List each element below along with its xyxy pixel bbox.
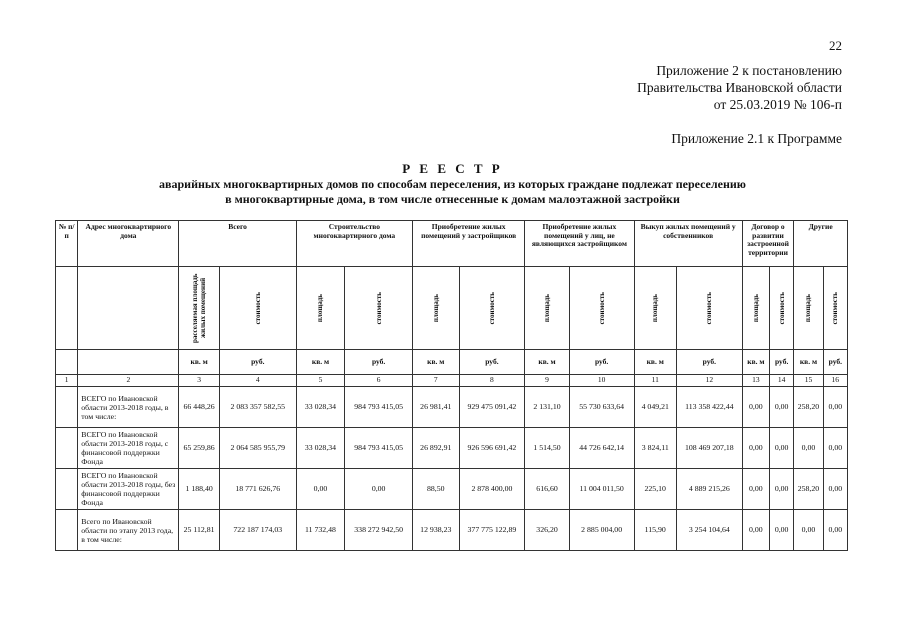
subheader-cell <box>179 267 219 350</box>
column-number: 5 <box>296 375 345 387</box>
value-cell: 88,50 <box>413 469 460 510</box>
unit-cell: кв. м <box>634 350 676 375</box>
value-cell: 984 793 415,05 <box>345 387 413 428</box>
row-number-cell <box>56 510 78 551</box>
subheader-label: стоимость <box>597 291 606 325</box>
value-cell: 44 726 642,14 <box>569 428 634 469</box>
subheader-cell <box>823 267 847 350</box>
table-row <box>56 428 848 469</box>
header-address: Адрес многоквартирного дома <box>78 221 179 267</box>
value-cell: 2 083 357 582,55 <box>219 387 296 428</box>
value-cell: 0,00 <box>770 510 794 551</box>
value-cell: 0,00 <box>742 469 769 510</box>
value-cell: 0,00 <box>794 428 823 469</box>
appendix-line-3: от 25.03.2019 № 106-п <box>713 97 842 112</box>
value-cell: 2 064 585 955,79 <box>219 428 296 469</box>
subheader-cell <box>219 267 296 350</box>
unit-cell: кв. м <box>179 350 219 375</box>
value-cell: 225,10 <box>634 469 676 510</box>
unit-cell: руб. <box>676 350 742 375</box>
value-cell: 0,00 <box>823 510 847 551</box>
column-number: 7 <box>413 375 460 387</box>
unit-cell: кв. м <box>413 350 460 375</box>
column-numbers-row <box>56 375 848 387</box>
subheader-label: стоимость <box>831 291 840 325</box>
value-cell: 0,00 <box>770 428 794 469</box>
program-appendix: Приложение 2.1 к Программе <box>671 131 842 146</box>
page-number: 22 <box>829 38 842 53</box>
unit-blank <box>78 350 179 375</box>
value-cell: 108 469 207,18 <box>676 428 742 469</box>
row-label: ВСЕГО по Ивановской области 2013-2018 годы, без финансовой поддержки Фонда <box>78 469 179 510</box>
subheader-cell <box>770 267 794 350</box>
unit-cell: кв. м <box>742 350 769 375</box>
subheader-label: площадь <box>543 293 552 323</box>
column-number: 15 <box>794 375 823 387</box>
value-cell: 2 885 004,00 <box>569 510 634 551</box>
value-cell: 115,90 <box>634 510 676 551</box>
value-cell: 11 004 011,50 <box>569 469 634 510</box>
unit-cell: руб. <box>345 350 413 375</box>
header-group-buyout: Выкуп жилых помещений у собственников <box>634 221 742 267</box>
row-label: ВСЕГО по Ивановской области 2013-2018 годы, в том числе: <box>78 387 179 428</box>
value-cell: 0,00 <box>770 469 794 510</box>
value-cell: 18 771 626,76 <box>219 469 296 510</box>
column-number: 8 <box>459 375 525 387</box>
value-cell: 616,60 <box>525 469 570 510</box>
value-cell: 0,00 <box>823 428 847 469</box>
table-row <box>56 510 848 551</box>
units-row <box>56 350 848 375</box>
appendix-block <box>637 62 842 113</box>
value-cell: 26 892,91 <box>413 428 460 469</box>
value-cell: 1 188,40 <box>179 469 219 510</box>
header-group-development-contract: Договор о развитии застроенной территории <box>742 221 794 267</box>
column-number: 14 <box>770 375 794 387</box>
value-cell: 26 981,41 <box>413 387 460 428</box>
value-cell: 0,00 <box>770 387 794 428</box>
row-label: ВСЕГО по Ивановской области 2013-2018 годы, с финансовой поддержки Фонда <box>78 428 179 469</box>
column-number: 13 <box>742 375 769 387</box>
subheader-cell <box>676 267 742 350</box>
value-cell: 65 259,86 <box>179 428 219 469</box>
subheader-cell <box>742 267 769 350</box>
title-line-3: в многоквартирные дома, в том числе отнесенные к домам малоэтажной застройки <box>225 191 680 206</box>
header-group-developers: Приобретение жилых помещений у застройщиков <box>413 221 525 267</box>
subheader-label: площадь <box>651 293 660 323</box>
column-number: 11 <box>634 375 676 387</box>
value-cell: 113 358 422,44 <box>676 387 742 428</box>
subheader-cell <box>296 267 345 350</box>
column-number: 6 <box>345 375 413 387</box>
unit-cell: руб. <box>823 350 847 375</box>
value-cell: 1 514,50 <box>525 428 570 469</box>
subheader-blank <box>56 267 78 350</box>
row-number-cell <box>56 469 78 510</box>
subheader-cell <box>634 267 676 350</box>
value-cell: 3 824,11 <box>634 428 676 469</box>
column-number: 2 <box>78 375 179 387</box>
column-number: 1 <box>56 375 78 387</box>
unit-cell: кв. м <box>296 350 345 375</box>
title-line-2: аварийных многоквартирных домов по способам переселения, из которых граждане подлежат переселению <box>159 177 746 191</box>
value-cell: 11 732,48 <box>296 510 345 551</box>
subheader-label: стоимость <box>487 291 496 325</box>
unit-cell: кв. м <box>525 350 570 375</box>
subheader-cell <box>345 267 413 350</box>
value-cell: 929 475 091,42 <box>459 387 525 428</box>
subheader-label: площадь <box>431 293 440 323</box>
subheader-label: стоимость <box>253 291 262 325</box>
value-cell: 926 596 691,42 <box>459 428 525 469</box>
header-group-other: Другие <box>794 221 848 267</box>
value-cell: 0,00 <box>742 387 769 428</box>
subheader-cell <box>459 267 525 350</box>
unit-cell: руб. <box>219 350 296 375</box>
subheader-label: стоимость <box>705 291 714 325</box>
unit-blank <box>56 350 78 375</box>
row-label: Всего по Ивановской области по этапу 2013 года, в том числе: <box>78 510 179 551</box>
column-number: 10 <box>569 375 634 387</box>
subheader-cell <box>569 267 634 350</box>
table-row <box>56 387 848 428</box>
column-number: 12 <box>676 375 742 387</box>
subheader-label: площадь <box>804 293 813 323</box>
title-registry: Р Е Е С Т Р <box>402 161 503 176</box>
value-cell: 0,00 <box>794 510 823 551</box>
header-group-non-developers: Приобретение жилых помещений у лиц, не являющихся застройщиком <box>525 221 634 267</box>
value-cell: 0,00 <box>823 387 847 428</box>
subheader-cell <box>794 267 823 350</box>
value-cell: 4 889 215,26 <box>676 469 742 510</box>
table-row <box>56 469 848 510</box>
value-cell: 12 938,23 <box>413 510 460 551</box>
value-cell: 258,20 <box>794 469 823 510</box>
header-group-construction: Строительство многоквартирного дома <box>296 221 412 267</box>
subheader-label: стоимость <box>374 291 383 325</box>
header-num: № п/п <box>56 221 78 267</box>
value-cell: 0,00 <box>742 510 769 551</box>
row-number-cell <box>56 428 78 469</box>
value-cell: 984 793 415,05 <box>345 428 413 469</box>
subheader-blank <box>78 267 179 350</box>
unit-cell: руб. <box>569 350 634 375</box>
header-row <box>56 221 848 267</box>
value-cell: 25 112,81 <box>179 510 219 551</box>
document-title <box>0 161 905 206</box>
column-number: 3 <box>179 375 219 387</box>
appendix-line-2: Правительства Ивановской области <box>637 80 842 95</box>
value-cell: 338 272 942,50 <box>345 510 413 551</box>
subheader-label: расселяемая площадь жилых помещений <box>191 273 208 343</box>
value-cell: 722 187 174,03 <box>219 510 296 551</box>
registry-table <box>55 220 848 551</box>
header-group-total: Всего <box>179 221 296 267</box>
value-cell: 258,20 <box>794 387 823 428</box>
value-cell: 0,00 <box>742 428 769 469</box>
subheader-cell <box>413 267 460 350</box>
unit-cell: руб. <box>770 350 794 375</box>
subheader-label: площадь <box>316 293 325 323</box>
value-cell: 55 730 633,64 <box>569 387 634 428</box>
value-cell: 326,20 <box>525 510 570 551</box>
unit-cell: кв. м <box>794 350 823 375</box>
subheader-cell <box>525 267 570 350</box>
value-cell: 3 254 104,64 <box>676 510 742 551</box>
value-cell: 66 448,26 <box>179 387 219 428</box>
value-cell: 0,00 <box>823 469 847 510</box>
unit-cell: руб. <box>459 350 525 375</box>
subheader-label: площадь <box>751 293 760 323</box>
appendix-line-1: Приложение 2 к постановлению <box>656 63 842 78</box>
value-cell: 33 028,34 <box>296 387 345 428</box>
value-cell: 0,00 <box>345 469 413 510</box>
value-cell: 2 878 400,00 <box>459 469 525 510</box>
value-cell: 4 049,21 <box>634 387 676 428</box>
value-cell: 2 131,10 <box>525 387 570 428</box>
subheader-row <box>56 267 848 350</box>
subheader-label: стоимость <box>777 291 786 325</box>
column-number: 9 <box>525 375 570 387</box>
row-number-cell <box>56 387 78 428</box>
value-cell: 0,00 <box>296 469 345 510</box>
value-cell: 33 028,34 <box>296 428 345 469</box>
column-number: 16 <box>823 375 847 387</box>
value-cell: 377 775 122,89 <box>459 510 525 551</box>
column-number: 4 <box>219 375 296 387</box>
